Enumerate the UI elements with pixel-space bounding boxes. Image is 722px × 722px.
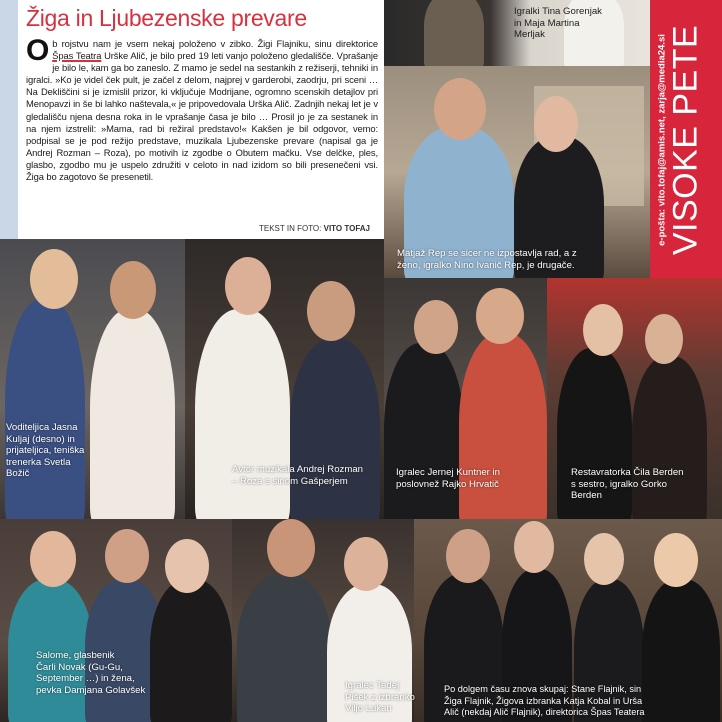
head [534, 96, 578, 152]
caption-matjaz-rep: Matjaž Rep se sicer ne izpostavlja rad, a z ženo, igralko Nino Ivanič Rep, je drugače. [397, 248, 577, 271]
figure [195, 309, 290, 519]
head [446, 529, 490, 583]
head [225, 257, 271, 315]
article-text-start: b rojstvu nam je vsem nekaj položeno v zibko. Žigi Flajniku, sinu direktorice [52, 38, 378, 49]
caption-jasna-kuljaj: Voditeljica Jasna Kuljaj (desno) in prijateljica, teniška trenerka Svetla Božič [6, 422, 85, 479]
caption-tadej-pisek: Igralec Tadej Pišek z izbranko Viljo Lukan [345, 680, 415, 714]
article-body [26, 34, 378, 183]
article-highlight: Špas Teatra [52, 50, 102, 62]
credit-name: VITO TOFAJ [323, 224, 370, 233]
head [30, 249, 78, 309]
figure [290, 339, 380, 519]
head [584, 533, 624, 585]
credit-label: TEKST IN FOTO: [259, 224, 324, 233]
article-text-end: Urške Alič, je bilo pred 19 leti vanjo položeno gledališče. Vprašanje je bilo le, kam ga bo zaneslo. Z mamo je sedel na sestankih z režiserji, tehniki in igralci. »Ko je videl ček pult, je začel z delom, najprej v garderobi, zaodrju, pri sceni … Na Dekliščini si je izmislil prizor, ki vključuje Modrijane, ogromno scenskih detajlov pri Menopavzi in še bi lahko naštevala,« je pripovedovala Urška Alič. Zadnjih nekaj let je v gledališču njena desna roka in le vprašanje časa je bilo … Prosil jo je za sestanek in na njem izstrelil: »Mama, rad bi režiral predstavo!« Kakšen je bil odgovor, vemo: podpisal se je pod režijo predstave, muzikala Ljubezenske prevare (napisal ga je Andrej Rozman – Roza), po motivih iz zgodbe o Obutem mačku. Vse delčke, ples, glasbo, zgodbo mu je uspelo združiti v celoto in nad izidom so bili presenečeni vsi. Žiga bo zagotovo še presenetil. [26, 50, 378, 183]
drop-cap: O [26, 34, 50, 67]
head [105, 529, 149, 583]
caption-andrej-rozman: Avtor muzikala Andrej Rozman – Roza s sinom Gašperjem [232, 464, 363, 487]
figure [384, 343, 464, 519]
figure [459, 333, 547, 519]
caption-salome: Salome, glasbenik Čarli Novak (Gu-Gu, September …) in žena, pevka Damjana Golavšek [36, 650, 146, 696]
head [645, 314, 683, 364]
head [110, 261, 156, 319]
photo-credit [259, 224, 370, 233]
figure [424, 0, 484, 66]
caption-cila-berden: Restavratorka Čila Berden s sestro, igralko Gorko Berden [571, 467, 684, 501]
head [165, 539, 209, 593]
head [583, 304, 623, 356]
contact-email: e-pošta: vito.tofaj@amis.net, zarja@media24.si [656, 34, 668, 246]
section-title: VISOKE PETE [666, 24, 705, 256]
caption-flajnik-family: Po dolgem času znova skupaj: Stane Flajnik, sin Žiga Flajnik, Žigova izbranka Katja Kobal in Urša Alič (nekdaj Alič Flajnik), direktorica Špas Teatera [444, 684, 645, 717]
head [267, 519, 315, 577]
head [344, 537, 388, 591]
section-band [650, 0, 722, 278]
figure [5, 299, 85, 519]
head [476, 288, 524, 344]
head [307, 281, 355, 341]
head [414, 300, 458, 354]
figure [90, 309, 175, 519]
head [30, 531, 76, 587]
article-title: Žiga in Ljubezenske prevare [26, 5, 307, 31]
head [434, 78, 486, 140]
caption-jernej-kuntner: Igralec Jernej Kuntner in poslovnež Rajko Hrvatič [396, 467, 500, 490]
photo-matjaz-rep [384, 66, 650, 278]
figure [237, 574, 332, 722]
article-box [18, 0, 384, 239]
head [514, 521, 554, 573]
caption-tina-gorenjak: Igralki Tina Gorenjak in Maja Martina Merljak [514, 6, 602, 40]
head [654, 533, 698, 587]
